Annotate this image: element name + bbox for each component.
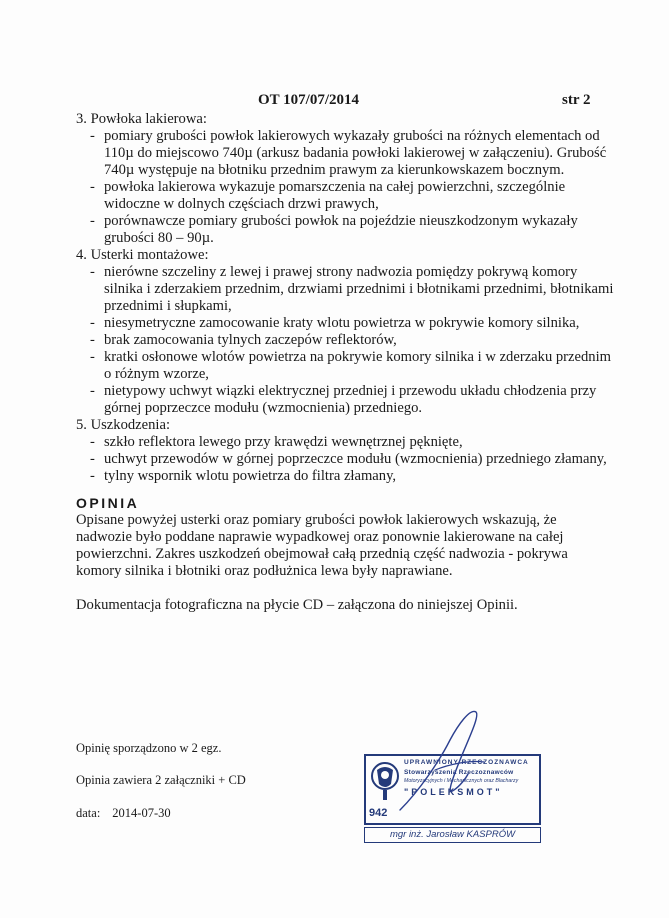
item-list [76, 264, 616, 417]
documentation-note: Dokumentacja fotograficzna na płycie CD – załączona do niniejszej Opinii. [76, 597, 518, 613]
stamp-association-detail: Motoryzacyjnych i Mechanicznych oraz Blacharzy [404, 778, 519, 784]
item-text: nietypowy uchwyt wiązki elektrycznej przedniej i przewodu układu chłodzenia przy górnej poprzeczce modułu (wzmocnienia) przedniego. [104, 383, 597, 416]
opinion-text: Opisane powyżej usterki oraz pomiary grubości powłok lakierowych wskazują, że nadwozie było poddane naprawie wypadkowej oraz ponownie lakierowane na całej powierzchni. Zakres uszkodzeń obejmował całą przednią część nadwozia - pokrywa komory silnika i błotniki oraz podłużnica lewa były naprawiane. [76, 512, 568, 579]
page-number: str 2 [562, 92, 591, 108]
section-title: 4. Usterki montażowe: [76, 247, 209, 263]
list-item: - powłoka lakierowa wykazuje pomarszczenia na całej powierzchni, szczególnie widoczne w dolnych częściach drzwi prawych, [90, 179, 566, 212]
stamp-name: mgr inż. Jarosław KASPRÓW [364, 827, 541, 843]
item-text: uchwyt przewodów w górnej poprzeczce modułu (wzmocnienia) przedniego złamany, [104, 451, 607, 467]
list-item: - pomiary grubości powłok lakierowych wykazały grubości na różnych elementach od 110µ do miejscowo 740µ (arkusz badania powłoki lakierowej w załączeniu). Grubość 740µ występuje na błotniku przednim prawym za kierunkowskazem bocznym. [90, 128, 607, 178]
list-item: - porównawcze pomiary grubości powłok na pojeździe nieuszkodzonym wykazały grubości 80 – 90µ. [90, 213, 578, 246]
list-item: - tylny wspornik wlotu powietrza do filtra złamany, [90, 468, 397, 484]
section-title: 3. Powłoka lakierowa: [76, 111, 207, 127]
list-item: - nierówne szczeliny z lewej i prawej strony nadwozia pomiędzy pokrywą komory silnika i zderzakiem przednim, drzwiami przednimi i błotnikami przednimi, błotnikami przednimi i słupkami, [90, 264, 614, 314]
item-text: nierówne szczeliny z lewej i prawej strony nadwozia pomiędzy pokrywą komory silnika i zderzakiem przednim, drzwiami przednimi i błotnikami przednimi, błotnikami przednimi i słupkami, [104, 264, 614, 314]
list-item: - uchwyt przewodów w górnej poprzeczce modułu (wzmocnienia) przedniego złamany, [90, 451, 607, 467]
section-paint [76, 111, 616, 247]
item-list [76, 128, 616, 247]
item-text: tylny wspornik wlotu powietrza do filtra złamany, [104, 468, 397, 484]
opinion-heading: OPINIA [76, 495, 140, 511]
list-item: - niesymetryczne zamocowanie kraty wlotu powietrza w pokrywie komory silnika, [90, 315, 580, 331]
document-number: OT 107/07/2014 [258, 92, 359, 108]
date-label: data: [76, 806, 101, 820]
list-item: - kratki osłonowe wlotów powietrza na pokrywie komory silnika i w zderzaku przednim o różnym wzorze, [90, 349, 611, 382]
item-text: pomiary grubości powłok lakierowych wykazały grubości na różnych elementach od 110µ do miejscowo 740µ (arkusz badania powłoki lakierowej w załączeniu). Grubość 740µ występuje na błotniku przednim prawym za kierunkowskazem bocznym. [104, 128, 607, 178]
list-item: - brak zamocowania tylnych zaczepów reflektorów, [90, 332, 397, 348]
stamp-association: Stowarzyszenia Rzeczoznawców [404, 769, 514, 776]
stamp-title: UPRAWNIONY RZECZOZNAWCA [404, 759, 529, 766]
item-text: brak zamocowania tylnych zaczepów reflektorów, [104, 332, 397, 348]
attachments-note: Opinia zawiera 2 załączniki + CD [76, 773, 246, 787]
section-assembly-defects [76, 247, 616, 417]
section-title: 5. Uszkodzenia: [76, 417, 171, 433]
item-text: kratki osłonowe wlotów powietrza na pokrywie komory silnika i w zderzaku przednim o różnym wzorze, [104, 349, 611, 382]
document-body [76, 111, 616, 614]
item-list [76, 434, 616, 485]
list-item: - szkło reflektora lewego przy krawędzi wewnętrznej pęknięte, [90, 434, 463, 450]
section-damage [76, 417, 616, 485]
stamp-organization: "POLEKSMOT" [404, 787, 503, 797]
item-text: szkło reflektora lewego przy krawędzi wewnętrznej pęknięte, [104, 434, 463, 450]
date-line [76, 806, 171, 821]
item-text: niesymetryczne zamocowanie kraty wlotu powietrza w pokrywie komory silnika, [104, 315, 580, 331]
item-text: powłoka lakierowa wykazuje pomarszczenia na całej powierzchni, szczególnie widoczne w dolnych częściach drzwi prawych, [104, 179, 566, 212]
list-item: - nietypowy uchwyt wiązki elektrycznej przedniej i przewodu układu chłodzenia przy górnej poprzeczce modułu (wzmocnienia) przedniego. [90, 383, 597, 416]
copies-note: Opinię sporządzono w 2 egz. [76, 741, 222, 755]
date-value: 2014-07-30 [112, 806, 171, 820]
stamp-number: 942 [369, 807, 388, 819]
item-text: porównawcze pomiary grubości powłok na pojeździe nieuszkodzonym wykazały grubości 80 – 90µ. [104, 213, 578, 246]
signature-icon [380, 700, 500, 820]
